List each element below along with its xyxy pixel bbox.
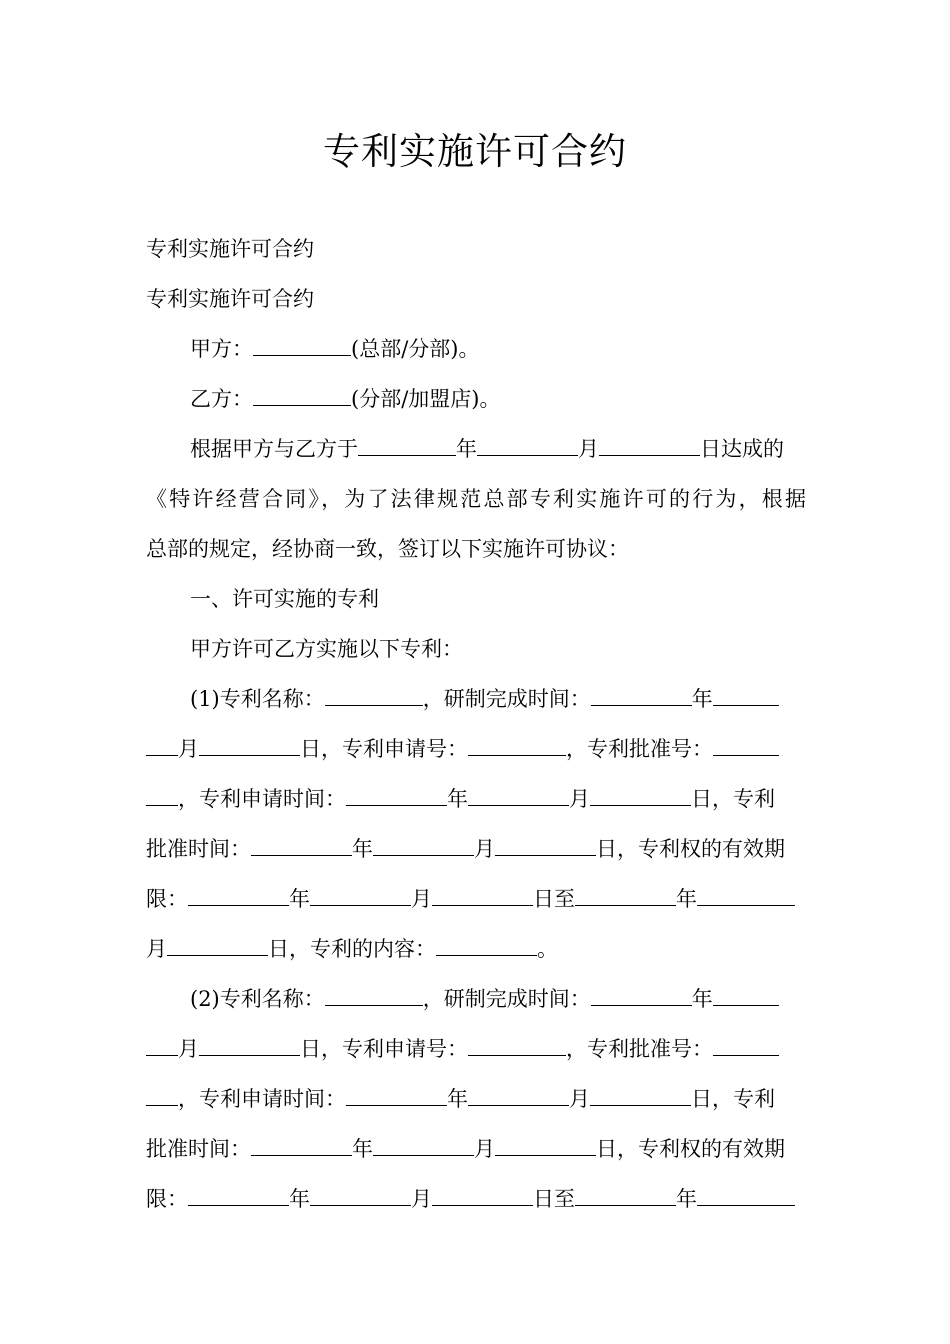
patent-name-label: 专利名称：	[219, 687, 325, 711]
patent-2-line-5	[146, 1179, 795, 1219]
blank-field[interactable]	[373, 834, 474, 856]
year-label: 年	[691, 987, 713, 1011]
blank-field[interactable]	[468, 734, 566, 756]
party-a-line	[190, 329, 479, 369]
blank-field[interactable]	[713, 1034, 779, 1056]
dev-time-label: ，研制完成时间：	[422, 687, 591, 711]
party-b-label: 乙方：	[190, 387, 253, 411]
year-label: 年	[447, 1087, 468, 1111]
blank-field[interactable]	[146, 1034, 178, 1056]
preamble-line-1	[190, 429, 806, 469]
blank-field[interactable]	[713, 734, 779, 756]
party-b-note: (分部/加盟店)。	[351, 387, 501, 411]
preamble-text: 根据甲方与乙方于	[190, 437, 358, 461]
blank-field[interactable]	[495, 834, 596, 856]
blank-field[interactable]	[575, 1184, 676, 1206]
grant-time-label: 批准时间：	[146, 837, 251, 861]
app-time-label: ，专利申请时间：	[178, 1087, 346, 1111]
blank-field[interactable]	[253, 384, 351, 406]
blank-field[interactable]	[590, 1084, 691, 1106]
patent-1-line-3	[146, 779, 775, 819]
day-to-label: 日至	[533, 1187, 575, 1211]
month-label: 月	[569, 787, 590, 811]
section-1-intro: 甲方许可乙方实施以下专利：	[190, 637, 463, 661]
month-label: 月	[146, 937, 167, 961]
blank-field[interactable]	[310, 884, 411, 906]
year-label: 年	[289, 1187, 310, 1211]
blank-field[interactable]	[188, 884, 289, 906]
month-label: 月	[474, 837, 495, 861]
patent-2-line-1	[190, 979, 779, 1019]
day-label: 日	[300, 1037, 321, 1061]
blank-field[interactable]	[468, 1034, 566, 1056]
patent-1-line-6	[146, 929, 558, 969]
blank-field[interactable]	[325, 684, 423, 706]
blank-field[interactable]	[358, 434, 456, 456]
month-label: 月	[411, 887, 432, 911]
grant-no-label: ，专利批准号：	[566, 737, 713, 761]
party-a-note: (总部/分部)。	[351, 337, 480, 361]
blank-field[interactable]	[146, 1084, 178, 1106]
blank-field[interactable]	[468, 1084, 569, 1106]
patent-2-number: (2)	[190, 987, 220, 1011]
blank-field[interactable]	[495, 1134, 596, 1156]
blank-field[interactable]	[167, 934, 268, 956]
blank-field[interactable]	[146, 784, 178, 806]
preamble-line-2: 《特许经营合同》，为了法律规范总部专利实施许可的行为，根据	[146, 487, 806, 511]
blank-field[interactable]	[599, 434, 700, 456]
app-time-label: ，专利申请时间：	[178, 787, 346, 811]
blank-field[interactable]	[591, 684, 692, 706]
patent-2-line-2	[146, 1029, 779, 1069]
blank-field[interactable]	[477, 434, 578, 456]
dev-time-label: ，研制完成时间：	[422, 987, 591, 1011]
patent-1-line-1	[190, 679, 779, 719]
blank-field[interactable]	[432, 1184, 533, 1206]
day-label: 日	[300, 737, 321, 761]
day-label: 日，	[691, 787, 733, 811]
blank-field[interactable]	[253, 334, 351, 356]
blank-field[interactable]	[591, 984, 692, 1006]
patent-1-number: (1)	[190, 687, 220, 711]
blank-field[interactable]	[575, 884, 676, 906]
app-no-label: ，专利申请号：	[321, 1037, 468, 1061]
blank-field[interactable]	[373, 1134, 474, 1156]
blank-field[interactable]	[199, 734, 300, 756]
blank-field[interactable]	[436, 934, 537, 956]
blank-field[interactable]	[713, 684, 779, 706]
patent-label: 专利	[733, 1087, 775, 1111]
patent-1-line-4	[146, 829, 785, 869]
preamble-end: 日达成的	[700, 437, 784, 461]
blank-field[interactable]	[590, 784, 691, 806]
grant-time-label: 批准时间：	[146, 1137, 251, 1161]
limit-label: 限：	[146, 887, 188, 911]
section-1-heading: 一、许可实施的专利	[190, 587, 379, 611]
patent-label: 专利	[733, 787, 775, 811]
blank-field[interactable]	[325, 984, 423, 1006]
year-label: 年	[447, 787, 468, 811]
validity-label: 日，专利权的有效期	[596, 837, 785, 861]
month-label: 月	[178, 1037, 199, 1061]
patent-2-line-3	[146, 1079, 775, 1119]
limit-label: 限：	[146, 1187, 188, 1211]
day-to-label: 日至	[533, 887, 575, 911]
year-label: 年	[352, 837, 373, 861]
blank-field[interactable]	[310, 1184, 411, 1206]
patent-1-line-2	[146, 729, 779, 769]
end-period: 。	[537, 937, 558, 961]
document-title: 专利实施许可合约	[323, 130, 627, 173]
year-label: 年	[352, 1137, 373, 1161]
month-label: 月	[411, 1187, 432, 1211]
year-label: 年	[289, 887, 310, 911]
subtitle-line-2: 专利实施许可合约	[146, 287, 314, 311]
party-a-label: 甲方：	[190, 337, 253, 361]
blank-field[interactable]	[251, 1134, 352, 1156]
subtitle-line-1: 专利实施许可合约	[146, 237, 314, 261]
grant-no-label: ，专利批准号：	[566, 1037, 713, 1061]
year-label: 年	[676, 1187, 697, 1211]
content-label: 日，专利的内容：	[268, 937, 436, 961]
blank-field[interactable]	[713, 984, 779, 1006]
year-label: 年	[456, 437, 477, 461]
app-no-label: ，专利申请号：	[321, 737, 468, 761]
patent-2-line-4	[146, 1129, 785, 1169]
patent-1-line-5	[146, 879, 795, 919]
day-label: 日，	[691, 1087, 733, 1111]
blank-field[interactable]	[146, 734, 178, 756]
year-label: 年	[691, 687, 713, 711]
blank-field[interactable]	[346, 784, 447, 806]
blank-field[interactable]	[468, 784, 569, 806]
blank-field[interactable]	[697, 1184, 795, 1206]
month-label: 月	[578, 437, 599, 461]
blank-field[interactable]	[251, 834, 352, 856]
blank-field[interactable]	[188, 1184, 289, 1206]
blank-field[interactable]	[432, 884, 533, 906]
month-label: 月	[569, 1087, 590, 1111]
blank-field[interactable]	[199, 1034, 300, 1056]
year-label: 年	[676, 887, 697, 911]
validity-label: 日，专利权的有效期	[596, 1137, 785, 1161]
preamble-line-3: 总部的规定，经协商一致，签订以下实施许可协议：	[146, 537, 629, 561]
blank-field[interactable]	[697, 884, 795, 906]
party-b-line	[190, 379, 500, 419]
blank-field[interactable]	[346, 1084, 447, 1106]
patent-name-label: 专利名称：	[219, 987, 325, 1011]
month-label: 月	[474, 1137, 495, 1161]
month-label: 月	[178, 737, 199, 761]
